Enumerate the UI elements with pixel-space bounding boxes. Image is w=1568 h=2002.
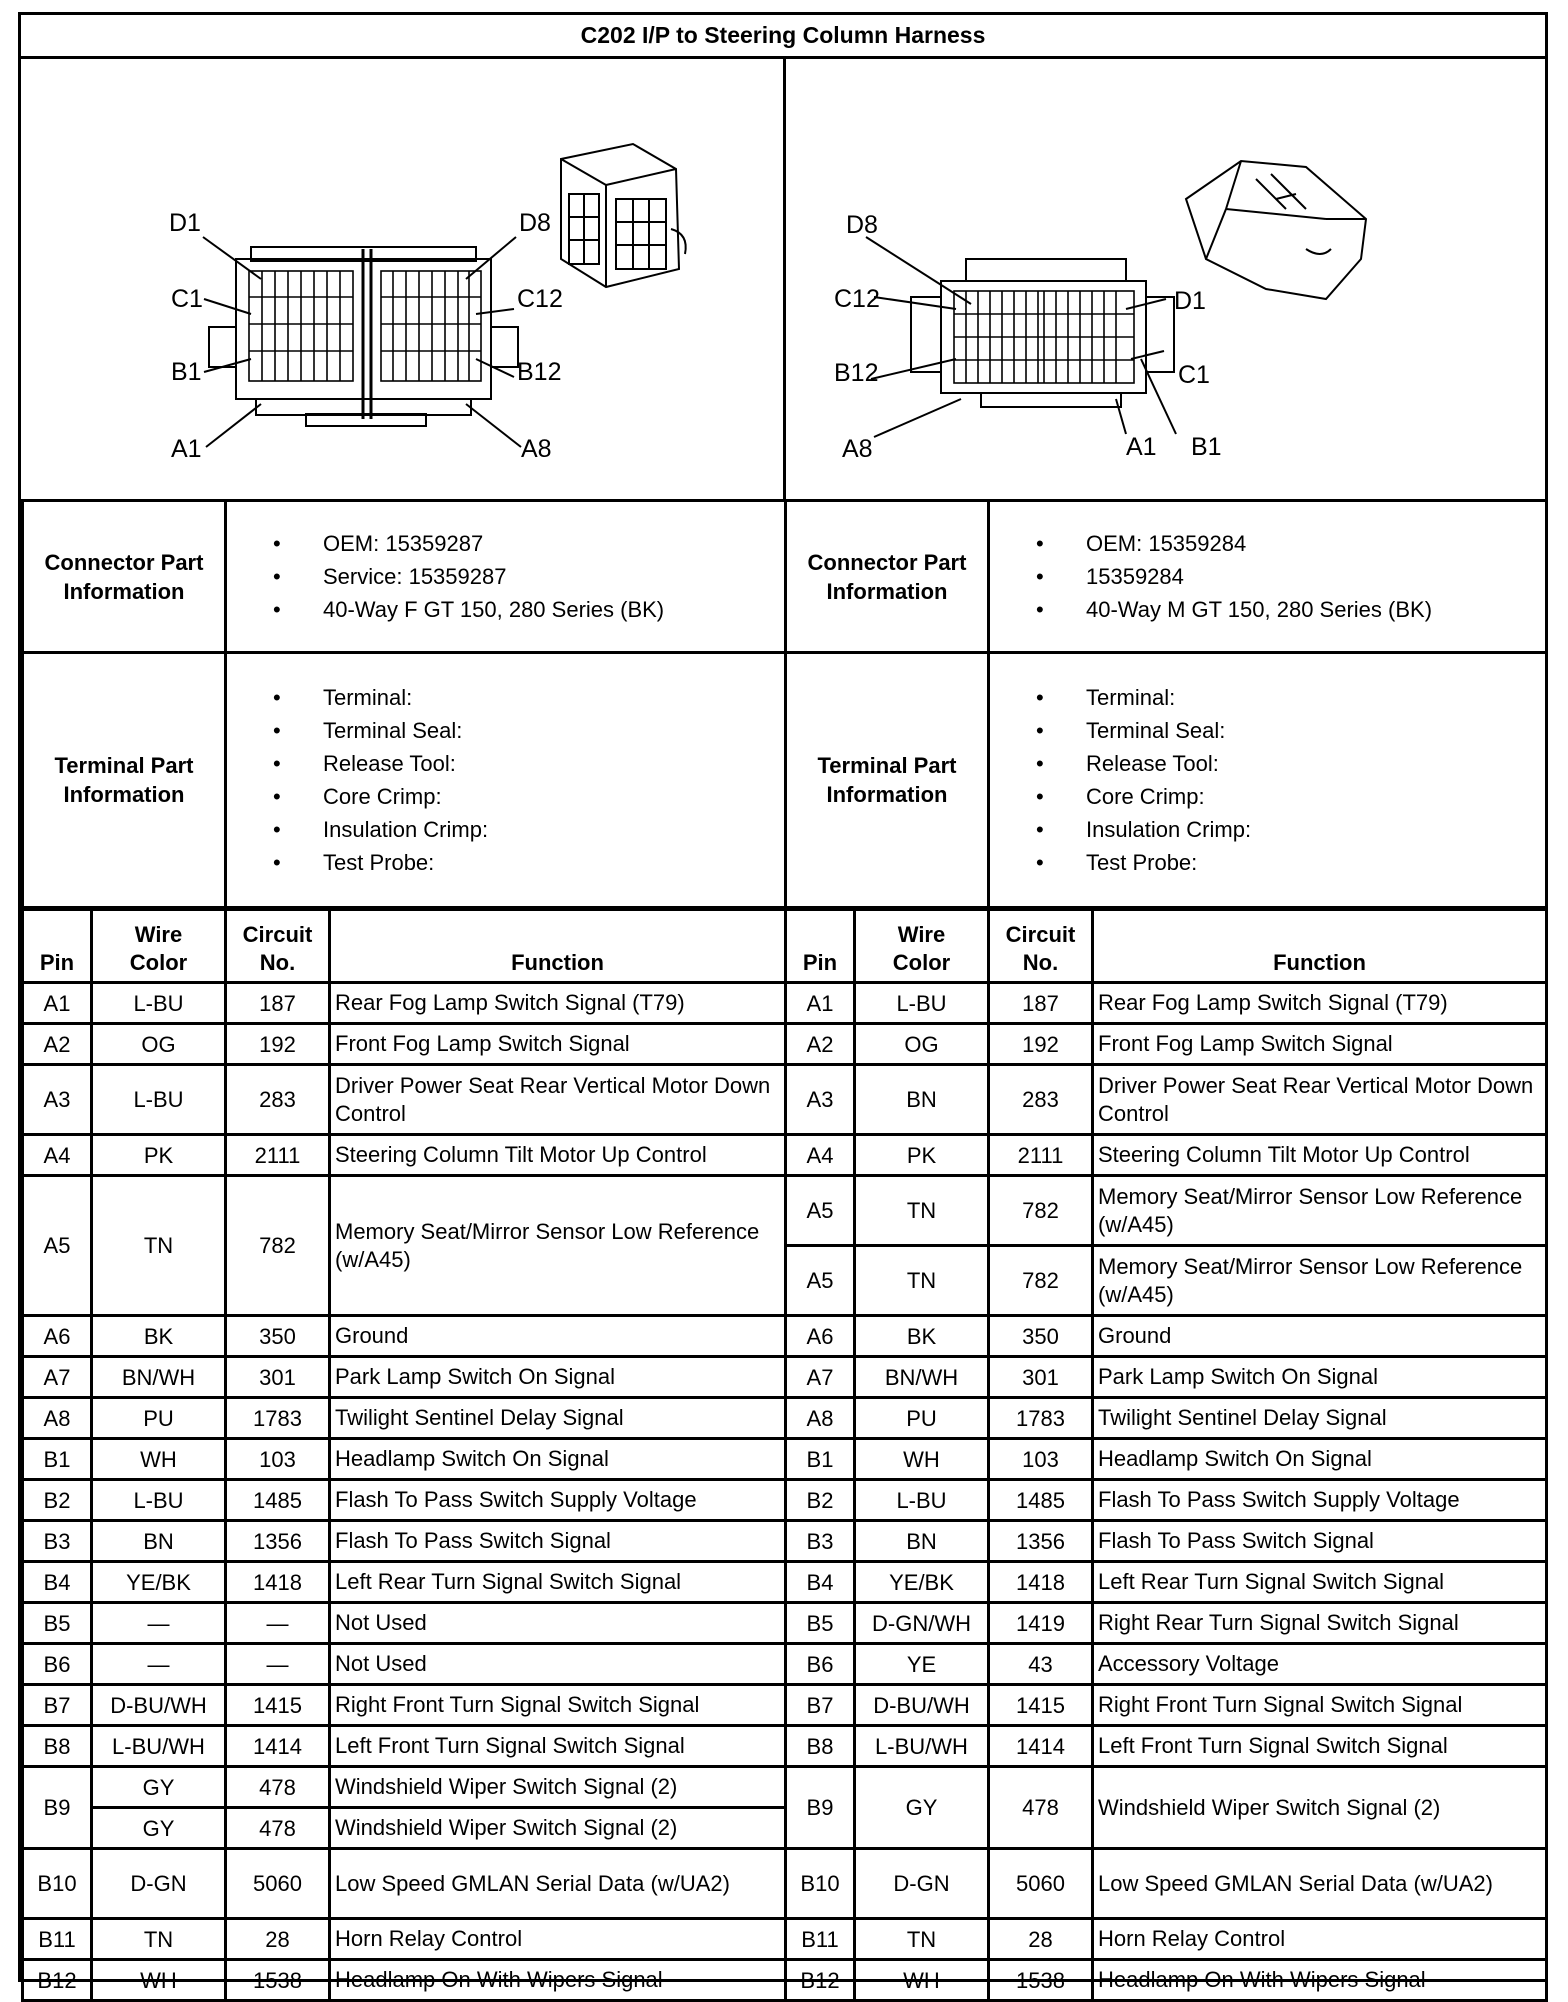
pin-cell: B1 [786,1439,855,1480]
circuit-cell: 301 [989,1357,1093,1398]
pin-cell: A2 [786,1024,855,1065]
pin-label-a8: A8 [521,435,552,463]
wire-color-cell: L-BU [855,1480,989,1521]
circuit-cell: 1538 [989,1960,1093,2001]
wire-color-cell: YE [855,1644,989,1685]
function-cell: Front Fog Lamp Switch Signal [330,1024,786,1065]
circuit-cell: — [226,1644,330,1685]
table-row [23,1960,786,2001]
pin-cell: A5 [786,1246,855,1316]
circuit-cell: 1415 [226,1685,330,1726]
table-row [786,1176,1547,1246]
pin-label-b12: B12 [834,359,879,387]
wire-color-cell: PK [855,1135,989,1176]
terminal-part-list [990,681,1545,879]
function-cell: Front Fog Lamp Switch Signal [1093,1024,1547,1065]
wire-color-cell: D-GN/WH [855,1603,989,1644]
pin-label-a1: A1 [171,435,202,463]
pin-label-c12: C12 [517,285,563,313]
pin-cell: B11 [23,1919,92,1960]
wire-color-column-header: Wire Color [855,910,989,983]
wire-color-cell: L-BU [92,983,226,1024]
table-header-row [786,910,1547,983]
wire-color-cell: D-BU/WH [92,1685,226,1726]
connector-part-item: • 15359284 [1036,560,1545,593]
circuit-column-header: Circuit No. [989,910,1093,983]
circuit-cell: 478 [989,1767,1093,1849]
function-cell: Low Speed GMLAN Serial Data (w/UA2) [330,1849,786,1919]
terminal-part-label: Terminal Part Information [23,653,226,908]
terminal-part-item: • Insulation Crimp: [273,813,784,846]
pin-cell: A7 [23,1357,92,1398]
pin-cell: A6 [23,1316,92,1357]
pin-label-d8: D8 [846,211,878,239]
pin-cell: A4 [786,1135,855,1176]
connector-part-item: • OEM: 15359284 [1036,527,1545,560]
table-row [786,1726,1547,1767]
wire-color-cell: WH [855,1960,989,2001]
function-cell: Not Used [330,1644,786,1685]
circuit-cell: 782 [989,1246,1093,1316]
pin-label-c12: C12 [834,285,880,313]
circuit-cell: 301 [226,1357,330,1398]
function-cell: Flash To Pass Switch Signal [330,1521,786,1562]
right-pin-table [784,908,1548,2002]
pin-cell: B11 [786,1919,855,1960]
function-cell: Right Front Turn Signal Switch Signal [330,1685,786,1726]
wire-color-cell: OG [855,1024,989,1065]
circuit-cell: 2111 [226,1135,330,1176]
left-part-info [21,499,787,909]
left-connector-diagram [21,59,786,499]
terminal-part-item: • Terminal: [273,681,784,714]
pin-cell: B8 [786,1726,855,1767]
pin-cell: B5 [23,1603,92,1644]
pin-cell: A5 [786,1176,855,1246]
pin-label-d8: D8 [519,209,551,237]
table-row [23,1316,786,1357]
table-row [23,1767,786,1808]
circuit-cell: 28 [989,1919,1093,1960]
circuit-cell: 1418 [989,1562,1093,1603]
circuit-cell: 1356 [226,1521,330,1562]
table-row [23,1065,786,1135]
table-row [23,1603,786,1644]
function-cell: Headlamp Switch On Signal [330,1439,786,1480]
table-row [786,1024,1547,1065]
function-cell: Rear Fog Lamp Switch Signal (T79) [330,983,786,1024]
table-row [23,1808,786,1849]
wire-color-cell: L-BU [92,1480,226,1521]
terminal-part-item: • Insulation Crimp: [1036,813,1545,846]
function-column-header: Function [1093,910,1547,983]
wire-color-cell: TN [855,1246,989,1316]
pin-cell: B6 [786,1644,855,1685]
function-cell: Memory Seat/Mirror Sensor Low Reference (w/A45) [1093,1246,1547,1316]
circuit-column-header: Circuit No. [226,910,330,983]
function-cell: Not Used [330,1603,786,1644]
circuit-cell: 187 [989,983,1093,1024]
table-row [23,983,786,1024]
wire-color-cell: TN [92,1176,226,1316]
wire-color-cell: BN [855,1065,989,1135]
function-cell: Headlamp Switch On Signal [1093,1439,1547,1480]
circuit-cell: 1783 [989,1398,1093,1439]
wire-color-cell: BN/WH [855,1357,989,1398]
wire-color-cell: TN [92,1919,226,1960]
pin-cell: A6 [786,1316,855,1357]
connector-part-item: • OEM: 15359287 [273,527,784,560]
wire-color-cell: WH [855,1439,989,1480]
table-row [23,1480,786,1521]
table-row [23,1849,786,1919]
wire-color-cell: — [92,1603,226,1644]
function-cell: Memory Seat/Mirror Sensor Low Reference (w/A45) [330,1176,786,1316]
function-cell: Headlamp On With Wipers Signal [1093,1960,1547,2001]
pin-label-c1: C1 [1178,361,1210,389]
wire-color-cell: BK [855,1316,989,1357]
function-cell: Memory Seat/Mirror Sensor Low Reference (w/A45) [1093,1176,1547,1246]
function-cell: Headlamp On With Wipers Signal [330,1960,786,2001]
pin-label-a1: A1 [1126,433,1157,461]
table-row [786,1480,1547,1521]
male-connector-drawing [786,59,1548,499]
pin-cell: B12 [23,1960,92,2001]
pin-cell: A4 [23,1135,92,1176]
pin-cell: B2 [786,1480,855,1521]
pin-label-a8: A8 [842,435,873,463]
wire-color-cell: L-BU/WH [855,1726,989,1767]
pin-cell: B4 [786,1562,855,1603]
function-cell: Park Lamp Switch On Signal [1093,1357,1547,1398]
wire-color-cell: OG [92,1024,226,1065]
function-cell: Windshield Wiper Switch Signal (2) [1093,1767,1547,1849]
wire-color-cell: — [92,1644,226,1685]
wire-color-cell: TN [855,1176,989,1246]
table-row [786,1644,1547,1685]
pin-cell: A5 [23,1176,92,1316]
terminal-part-item: • Release Tool: [1036,747,1545,780]
function-cell: Driver Power Seat Rear Vertical Motor Down Control [1093,1065,1547,1135]
terminal-part-label: Terminal Part Information [786,653,989,908]
pin-cell: A1 [786,983,855,1024]
table-row [23,1176,786,1316]
table-row [23,1024,786,1065]
circuit-cell: 350 [989,1316,1093,1357]
wire-color-cell: PU [855,1398,989,1439]
wire-color-cell: YE/BK [855,1562,989,1603]
table-header-row [23,910,786,983]
table-row [23,1439,786,1480]
table-row [23,1562,786,1603]
function-cell: Rear Fog Lamp Switch Signal (T79) [1093,983,1547,1024]
pin-cell: B10 [786,1849,855,1919]
circuit-cell: 2111 [989,1135,1093,1176]
wire-color-cell: WH [92,1960,226,2001]
table-row [786,1246,1547,1316]
function-cell: Left Rear Turn Signal Switch Signal [1093,1562,1547,1603]
table-row [23,1357,786,1398]
pin-cell: B2 [23,1480,92,1521]
table-row [786,1849,1547,1919]
pin-cell: B7 [23,1685,92,1726]
pin-column-header: Pin [786,910,855,983]
pin-cell: A3 [23,1065,92,1135]
circuit-cell: 1485 [226,1480,330,1521]
circuit-cell: 1414 [226,1726,330,1767]
table-row [786,1398,1547,1439]
wire-color-cell: BN [855,1521,989,1562]
wire-color-cell: GY [92,1767,226,1808]
pin-cell: B5 [786,1603,855,1644]
connector-part-item: • 40-Way M GT 150, 280 Series (BK) [1036,593,1545,626]
circuit-cell: 782 [226,1176,330,1316]
circuit-cell: 192 [226,1024,330,1065]
pin-label-b1: B1 [1191,433,1222,461]
function-cell: Left Rear Turn Signal Switch Signal [330,1562,786,1603]
circuit-cell: 103 [226,1439,330,1480]
terminal-part-item: • Terminal: [1036,681,1545,714]
terminal-part-list [227,681,784,879]
function-cell: Steering Column Tilt Motor Up Control [1093,1135,1547,1176]
wire-color-cell: GY [92,1808,226,1849]
pin-column-header: Pin [23,910,92,983]
circuit-cell: 5060 [989,1849,1093,1919]
pin-label-b1: B1 [171,358,202,386]
circuit-cell: — [226,1603,330,1644]
connector-part-item: • Service: 15359287 [273,560,784,593]
wire-color-cell: L-BU [92,1065,226,1135]
function-cell: Flash To Pass Switch Signal [1093,1521,1547,1562]
table-row [23,1919,786,1960]
table-row [786,1767,1547,1849]
wire-color-cell: D-BU/WH [855,1685,989,1726]
connector-part-label: Connector Part Information [786,501,989,653]
pin-label-d1: D1 [169,209,201,237]
right-part-info [784,499,1548,909]
connector-sheet [18,12,1548,1993]
connector-part-item: • 40-Way F GT 150, 280 Series (BK) [273,593,784,626]
function-cell: Accessory Voltage [1093,1644,1547,1685]
wire-color-cell: D-GN [92,1849,226,1919]
wire-color-cell: WH [92,1439,226,1480]
table-row [786,983,1547,1024]
terminal-part-item: • Terminal Seal: [1036,714,1545,747]
pin-cell: B8 [23,1726,92,1767]
page-title: C202 I/P to Steering Column Harness [21,15,1545,59]
table-row [786,1960,1547,2001]
circuit-cell: 1414 [989,1726,1093,1767]
wire-color-cell: YE/BK [92,1562,226,1603]
table-row [23,1726,786,1767]
table-row [23,1685,786,1726]
circuit-cell: 283 [226,1065,330,1135]
table-row [786,1685,1547,1726]
circuit-cell: 1415 [989,1685,1093,1726]
female-connector-drawing [21,59,786,499]
circuit-cell: 478 [226,1767,330,1808]
function-cell: Left Front Turn Signal Switch Signal [330,1726,786,1767]
wire-color-cell: PU [92,1398,226,1439]
function-cell: Horn Relay Control [330,1919,786,1960]
pin-cell: B9 [786,1767,855,1849]
function-cell: Ground [330,1316,786,1357]
table-row [23,1398,786,1439]
wire-color-cell: GY [855,1767,989,1849]
terminal-part-item: • Test Probe: [1036,846,1545,879]
terminal-part-item: • Test Probe: [273,846,784,879]
circuit-cell: 350 [226,1316,330,1357]
connector-part-list [227,527,784,626]
pin-cell: B3 [23,1521,92,1562]
function-cell: Windshield Wiper Switch Signal (2) [330,1767,786,1808]
function-cell: Twilight Sentinel Delay Signal [1093,1398,1547,1439]
wire-color-cell: TN [855,1919,989,1960]
pin-label-b12: B12 [517,358,562,386]
wire-color-cell: BN [92,1521,226,1562]
circuit-cell: 103 [989,1439,1093,1480]
circuit-cell: 1538 [226,1960,330,2001]
connector-part-list [990,527,1545,626]
function-column-header: Function [330,910,786,983]
pin-cell: B7 [786,1685,855,1726]
pin-cell: B10 [23,1849,92,1919]
wire-color-cell: L-BU [855,983,989,1024]
circuit-cell: 28 [226,1919,330,1960]
pin-cell: B6 [23,1644,92,1685]
pin-cell: B9 [23,1767,92,1849]
pin-cell: B4 [23,1562,92,1603]
function-cell: Windshield Wiper Switch Signal (2) [330,1808,786,1849]
circuit-cell: 782 [989,1176,1093,1246]
circuit-cell: 43 [989,1644,1093,1685]
connector-part-label: Connector Part Information [23,501,226,653]
table-row [23,1521,786,1562]
function-cell: Right Rear Turn Signal Switch Signal [1093,1603,1547,1644]
table-row [786,1316,1547,1357]
table-row [786,1357,1547,1398]
table-row [786,1065,1547,1135]
pin-cell: A1 [23,983,92,1024]
pin-cell: B3 [786,1521,855,1562]
table-row [786,1521,1547,1562]
terminal-part-item: • Release Tool: [273,747,784,780]
circuit-cell: 1485 [989,1480,1093,1521]
table-row [786,1919,1547,1960]
function-cell: Low Speed GMLAN Serial Data (w/UA2) [1093,1849,1547,1919]
left-pin-table [21,908,787,2002]
function-cell: Ground [1093,1316,1547,1357]
function-cell: Twilight Sentinel Delay Signal [330,1398,786,1439]
circuit-cell: 1419 [989,1603,1093,1644]
wire-color-cell: PK [92,1135,226,1176]
table-row [786,1562,1547,1603]
function-cell: Park Lamp Switch On Signal [330,1357,786,1398]
wire-color-cell: BK [92,1316,226,1357]
pin-cell: A3 [786,1065,855,1135]
circuit-cell: 192 [989,1024,1093,1065]
function-cell: Left Front Turn Signal Switch Signal [1093,1726,1547,1767]
right-connector-diagram [786,59,1548,499]
pin-cell: A7 [786,1357,855,1398]
pin-cell: B1 [23,1439,92,1480]
circuit-cell: 1356 [989,1521,1093,1562]
terminal-part-item: • Core Crimp: [273,780,784,813]
pin-cell: A8 [786,1398,855,1439]
function-cell: Horn Relay Control [1093,1919,1547,1960]
table-row [786,1135,1547,1176]
terminal-part-item: • Terminal Seal: [273,714,784,747]
table-row [786,1603,1547,1644]
circuit-cell: 478 [226,1808,330,1849]
table-row [786,1439,1547,1480]
function-cell: Driver Power Seat Rear Vertical Motor Down Control [330,1065,786,1135]
pin-cell: B12 [786,1960,855,2001]
function-cell: Flash To Pass Switch Supply Voltage [1093,1480,1547,1521]
pin-label-d1: D1 [1174,287,1206,315]
table-row [23,1644,786,1685]
circuit-cell: 283 [989,1065,1093,1135]
table-row [23,1135,786,1176]
wire-color-cell: D-GN [855,1849,989,1919]
pin-label-c1: C1 [171,285,203,313]
pin-cell: A2 [23,1024,92,1065]
function-cell: Steering Column Tilt Motor Up Control [330,1135,786,1176]
pin-cell: A8 [23,1398,92,1439]
circuit-cell: 5060 [226,1849,330,1919]
terminal-part-item: • Core Crimp: [1036,780,1545,813]
wire-color-cell: BN/WH [92,1357,226,1398]
wire-color-column-header: Wire Color [92,910,226,983]
wire-color-cell: L-BU/WH [92,1726,226,1767]
function-cell: Right Front Turn Signal Switch Signal [1093,1685,1547,1726]
circuit-cell: 187 [226,983,330,1024]
circuit-cell: 1418 [226,1562,330,1603]
circuit-cell: 1783 [226,1398,330,1439]
function-cell: Flash To Pass Switch Supply Voltage [330,1480,786,1521]
